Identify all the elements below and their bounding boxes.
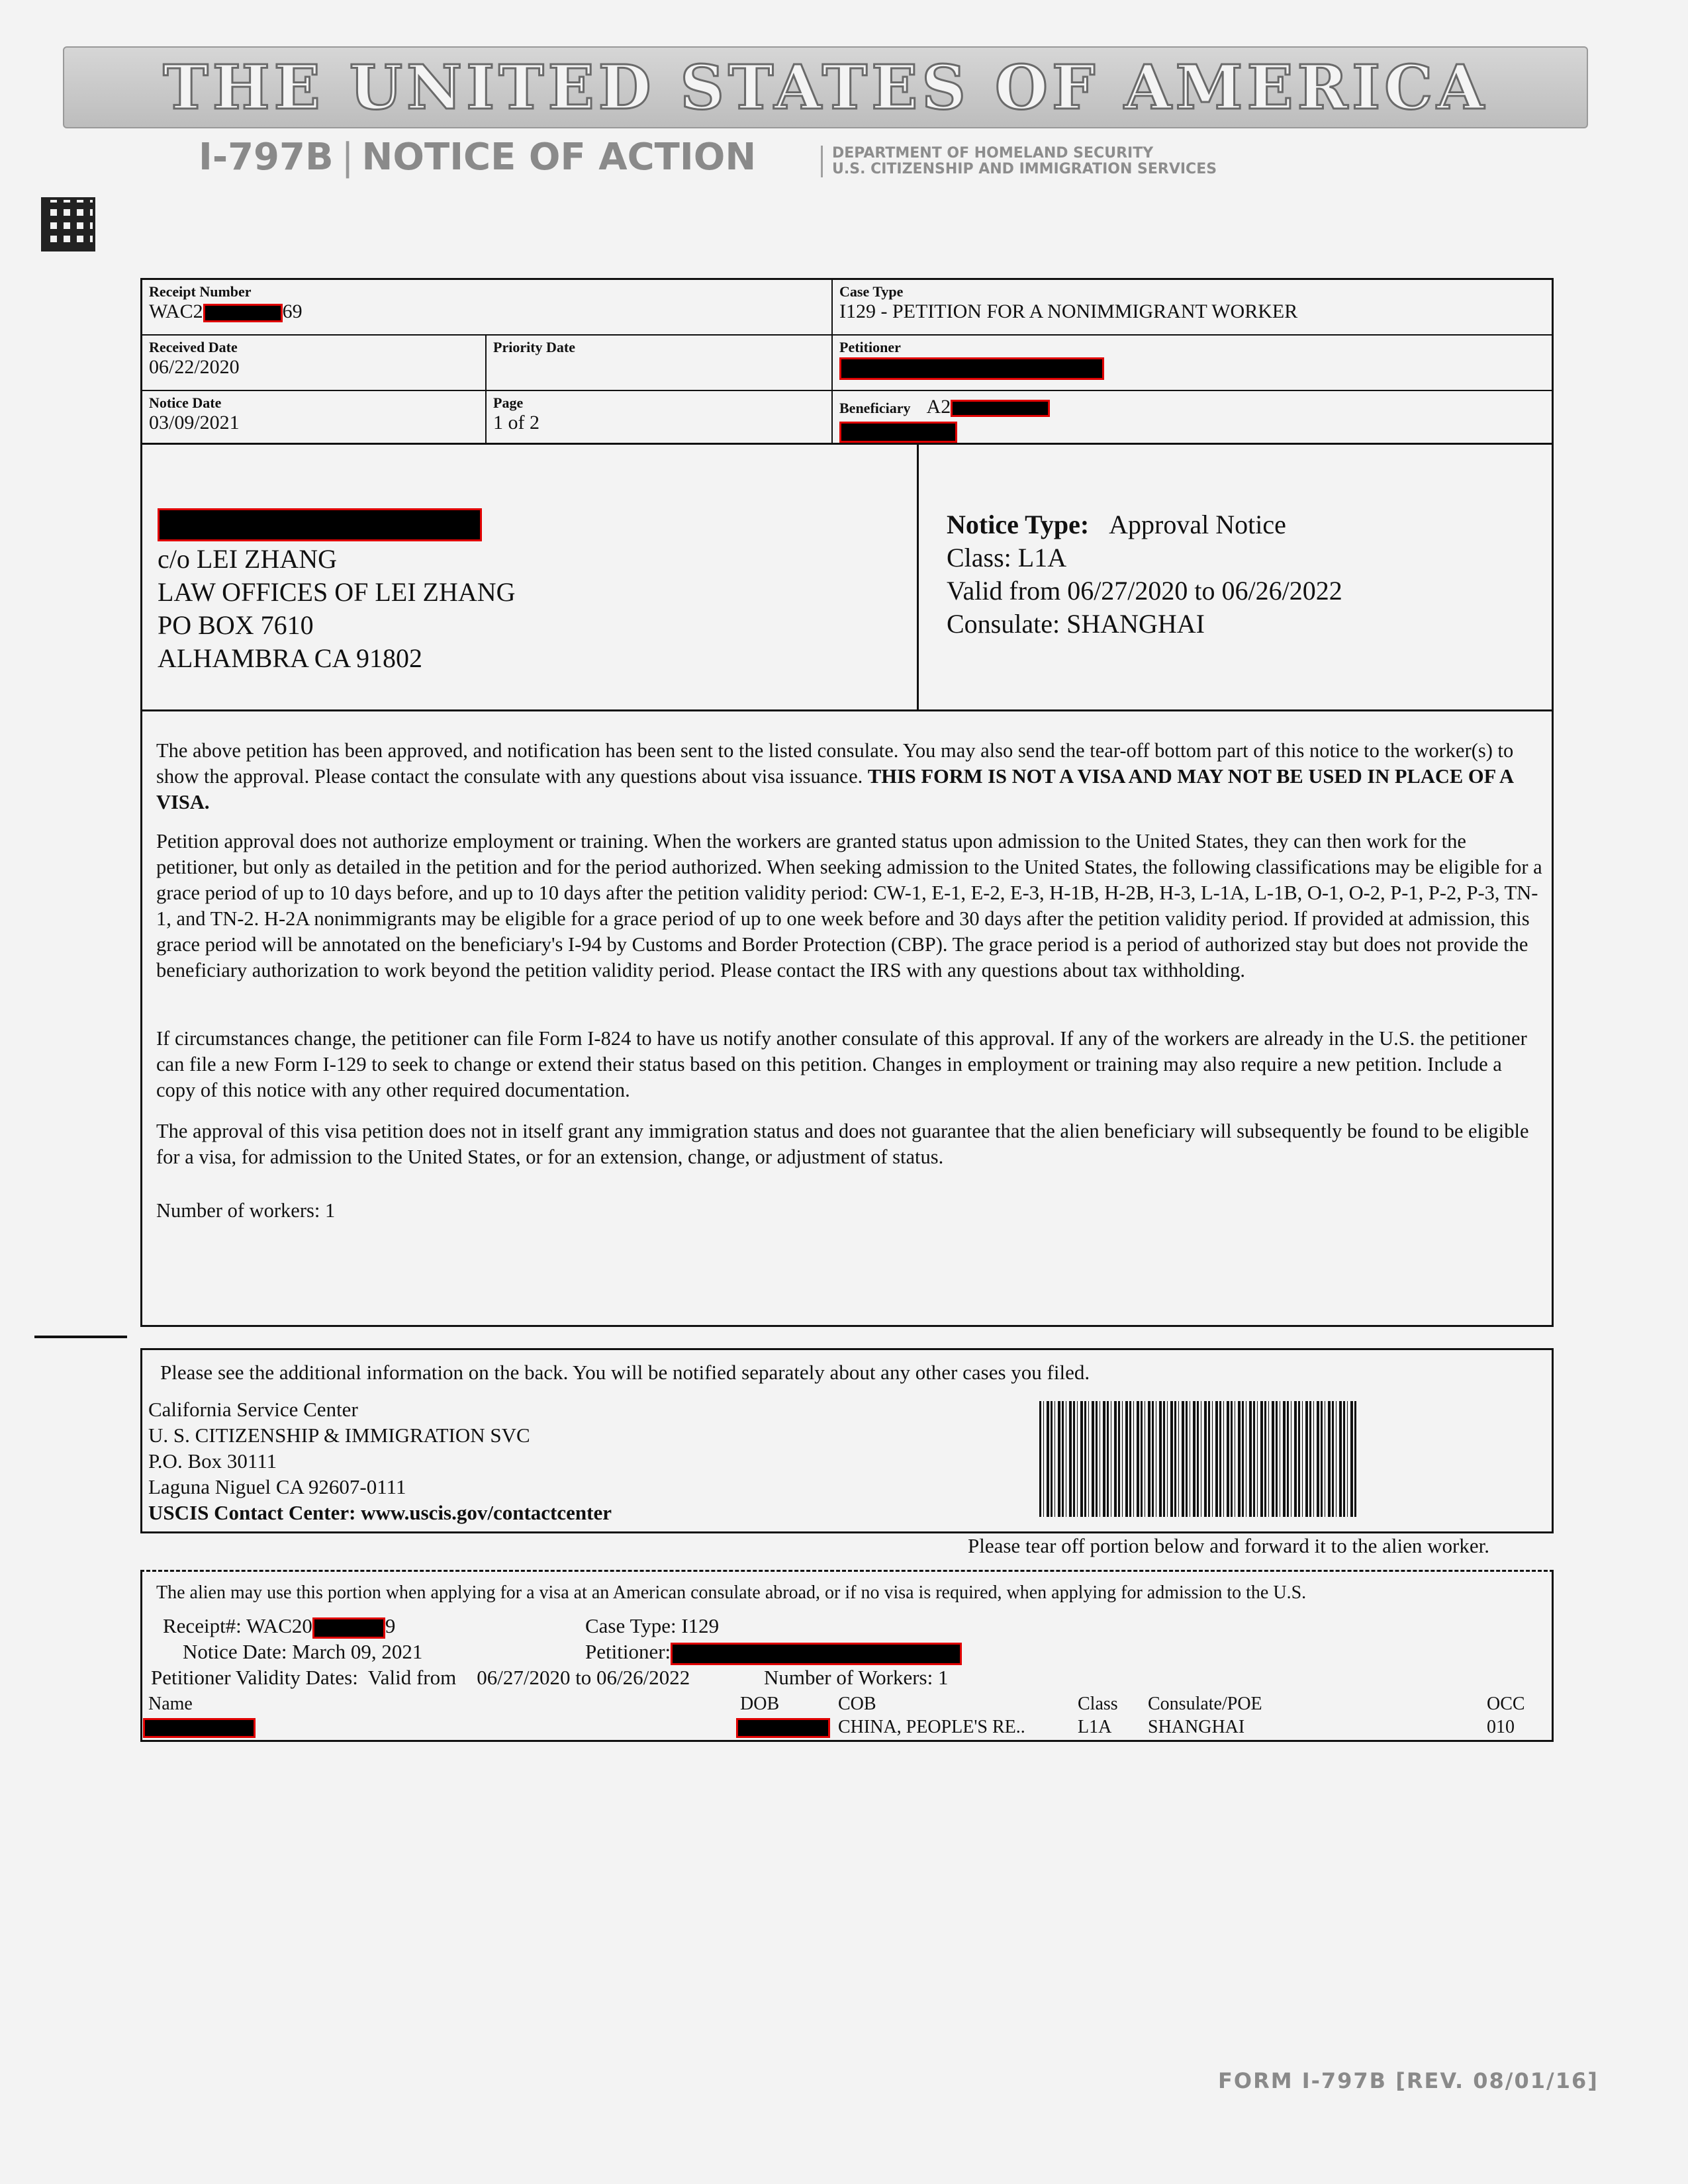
page-value: 1 of 2 — [493, 412, 539, 433]
agency-line-1: DEPARTMENT OF HOMELAND SECURITY — [832, 145, 1154, 161]
additional-info-note: Please see the additional information on the back. You will be notified separately about any other cases you filed. — [160, 1361, 1090, 1384]
consulate-value: SHANGHAI — [1148, 1717, 1245, 1737]
banner-title: THE UNITED STATES OF AMERICA — [63, 46, 1588, 128]
number-of-workers: Number of workers: 1 — [156, 1199, 336, 1222]
petitioner-label: Petitioner — [839, 339, 901, 355]
case-info-grid — [140, 278, 1554, 445]
case-type-cell — [833, 280, 1554, 336]
address-line-1: c/o LEI ZHANG — [158, 544, 338, 574]
notice-class: Class: L1A — [947, 543, 1067, 572]
agency-block — [821, 146, 1217, 177]
margin-mark — [34, 1336, 127, 1338]
tear-off-intro: The alien may use this portion when applying for a visa at an American consulate abroad, or if no visa is required, when applying for admission to the U.S. — [156, 1582, 1307, 1603]
cob-value: CHINA, PEOPLE'S RE.. — [838, 1717, 1025, 1737]
tear-off-case-type: Case Type: I129 — [585, 1614, 720, 1637]
col-consulate: Consulate/POE — [1148, 1694, 1262, 1714]
paragraph-circumstances: If circumstances change, the petitioner can file Form I-824 to have us notify another consulate of this approval. If any of the workers are already in the U.S. the petitioner can file a new Form I-129 to seek to change or extend their status based on this petition. Changes in employment or training may also require a new petition. Include a copy of this notice with any other required documentation. — [156, 1027, 1527, 1101]
case-type-label: Case Type — [839, 283, 904, 300]
paragraph-approval: The above petition has been approved, and notification has been sent to the listed consulate. You may also send the tear-off bottom part of this notice to the worker(s) to show the approval. Please contact the consulate with any questions about visa issuance. THIS FORM IS NOT A VISA AND MAY NOT BE USED IN PLACE OF A VISA. — [156, 739, 1514, 813]
paragraph-status: The approval of this visa petition does not in itself grant any immigration status and does not guarantee that the alien beneficiary will subsequently be found to be eligible for a visa, for admission to the United States, or for an extension, change, or adjustment of status. — [156, 1120, 1529, 1168]
redaction-box — [143, 1718, 256, 1738]
agency-line-2: U.S. CITIZENSHIP AND IMMIGRATION SERVICES — [832, 161, 1217, 177]
redaction-box — [312, 1617, 385, 1639]
office-line-1: California Service Center — [148, 1398, 358, 1421]
beneficiary-cell — [833, 391, 1554, 445]
form-heading: I-797B | NOTICE OF ACTION — [199, 136, 757, 179]
priority-cell — [487, 336, 833, 391]
col-dob: DOB — [740, 1694, 780, 1714]
redaction-box — [671, 1643, 962, 1665]
service-center-address — [148, 1396, 612, 1525]
not-a-visa-warning: THIS FORM IS NOT A VISA AND MAY NOT BE USED IN PLACE OF A VISA. — [156, 765, 1513, 813]
divider — [917, 443, 919, 711]
address-line-2: LAW OFFICES OF LEI ZHANG — [158, 577, 516, 607]
beneficiary-label: Beneficiary — [839, 400, 911, 416]
redaction-box — [839, 357, 1104, 380]
notice-valid: Valid from 06/27/2020 to 06/26/2022 — [947, 576, 1342, 606]
notice-consulate: Consulate: SHANGHAI — [947, 609, 1205, 639]
tear-off-receipt: Receipt#: WAC20 9 — [163, 1614, 396, 1637]
office-line-2: U. S. CITIZENSHIP & IMMIGRATION SVC — [148, 1424, 530, 1447]
tear-off-notice-date: Notice Date: March 09, 2021 — [183, 1640, 423, 1663]
received-label: Received Date — [149, 339, 238, 355]
notice-summary — [947, 508, 1342, 641]
redaction-box — [158, 508, 482, 541]
form-code: I-797B — [199, 136, 334, 179]
office-line-3: P.O. Box 30111 — [148, 1449, 277, 1473]
form-revision: FORM I-797B [REV. 08/01/16] — [1218, 2068, 1599, 2093]
received-cell — [142, 336, 487, 391]
receipt-value: WAC2 69 — [149, 300, 303, 322]
notice-type-label: Notice Type: — [947, 510, 1090, 539]
page-cell — [487, 391, 833, 445]
form-title: NOTICE OF ACTION — [361, 136, 757, 179]
class-value: L1A — [1078, 1717, 1112, 1737]
mailing-address — [158, 543, 516, 675]
address-line-4: ALHAMBRA CA 91802 — [158, 643, 423, 673]
notice-date-label: Notice Date — [149, 394, 222, 411]
page-label: Page — [493, 394, 524, 411]
contact-center: USCIS Contact Center: www.uscis.gov/contactcenter — [148, 1501, 612, 1524]
office-line-4: Laguna Niguel CA 92607-0111 — [148, 1475, 406, 1498]
receipt-cell — [142, 280, 833, 336]
case-type-value: I129 - PETITION FOR A NONIMMIGRANT WORKER — [839, 300, 1298, 322]
beneficiary-value: A2 — [927, 396, 1051, 418]
tear-off-workers: Number of Workers: 1 — [764, 1666, 949, 1689]
paragraph-employment: Petition approval does not authorize employment or training. When the workers are granted status upon admission to the United States, they can then work for the petitioner, but only as detailed in the petition and for the period authorized. When seeking admission to the United States, the following classifications may be eligible for a grace period of up to 10 days before, and up to 10 days after the petition validity period: CW-1, E-1, E-2, E-3, H-1B, H-2B, H-3, L-1A, L-1B, O-1, O-2, P-1, P-2, P-3, TN-1, and TN-2. H-2A nonimmigrants may be eligible for a grace period of up to one week before and 30 days after the petition validity period. If provided at admission, this grace period will be annotated on the beneficiary's I-94 by Customs and Border Protection (CBP). The grace period is a period of authorized stay but does not provide the beneficiary authorization to work beyond the petition validity period. Please contact the IRS with any questions about tax withholding. — [156, 830, 1542, 981]
redaction-box — [203, 304, 283, 322]
col-occ: OCC — [1487, 1694, 1525, 1714]
col-cob: COB — [838, 1694, 876, 1714]
address-line-3: PO BOX 7610 — [158, 610, 314, 640]
petitioner-cell — [833, 336, 1554, 391]
notice-date-value: 03/09/2021 — [149, 412, 240, 433]
redaction-box — [951, 400, 1050, 417]
col-name: Name — [148, 1694, 193, 1714]
redaction-box — [839, 422, 957, 443]
notice-date-cell — [142, 391, 487, 445]
priority-label: Priority Date — [493, 339, 575, 355]
received-value: 06/22/2020 — [149, 356, 240, 378]
datamatrix-code — [41, 197, 95, 251]
barcode — [1039, 1401, 1357, 1517]
tear-off-validity: Petitioner Validity Dates: Valid from 06/27/2020 to 06/26/2022 — [151, 1666, 690, 1689]
tear-off-instruction: Please tear off portion below and forward it to the alien worker. — [968, 1534, 1489, 1557]
notice-type-value: Approval Notice — [1109, 510, 1286, 539]
redaction-box — [736, 1718, 830, 1738]
receipt-label: Receipt Number — [149, 283, 252, 300]
col-class: Class — [1078, 1694, 1118, 1714]
occ-value: 010 — [1487, 1717, 1515, 1737]
tear-off-petitioner: Petitioner: — [585, 1639, 962, 1665]
